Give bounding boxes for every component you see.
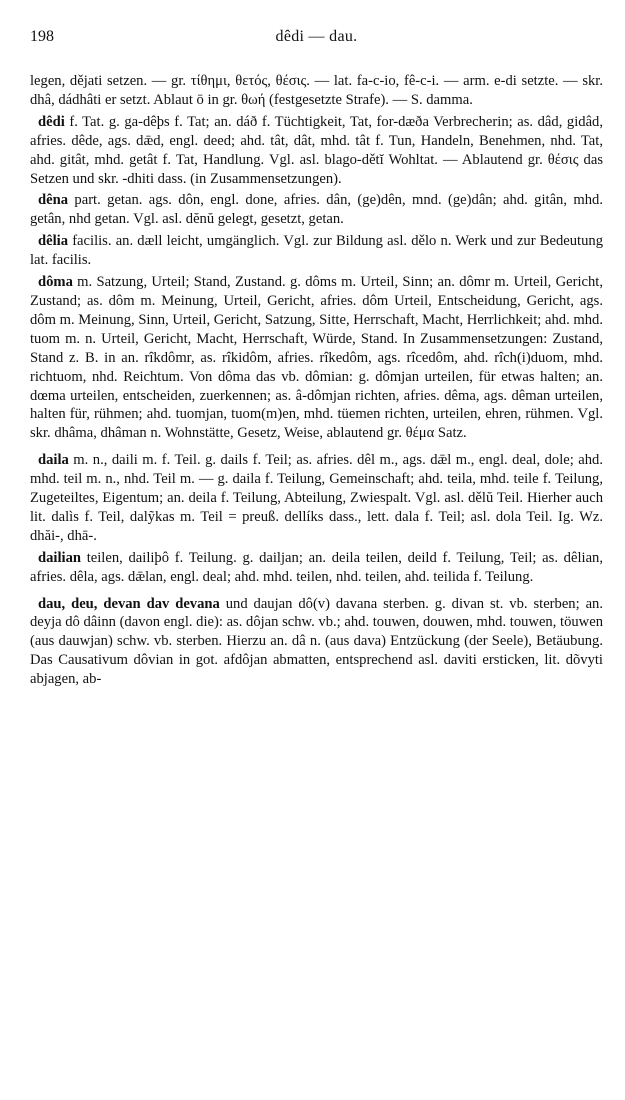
entry-text: m. Satzung, Urteil; Stand, Zustand. g. dôms m. Urteil, Sinn; an. dômr m. Urteil, Gericht, Zustand; as. dôm m. Meinung, Urteil, Gericht, afries. dôm Urteil, Entscheidung, Gericht, ags. dôm m. Meinung, Sinn, Urteil, Gericht, Satzung, Sitte, Herrschaft, Macht, Herrlichkeit; ahd. mhd. tuom m. n. Urteil, Gericht, Macht, Herrschaft, Würde, Stand. In Zusammensetzungen: Zustand, Stand z. B. in an. rîkdômr, as. rîkidôm, afries. rîkedôm, ags. rîcedôm, ahd. rîch(i)duom, mhd. richtuom, nhd. Reichtum. Von dôma das vb. dômian: g. dômjan urteilen, für etwas halten; an. dœma urteilen, entscheiden, zuerkennen; as. â-dômjan richten, afries. dêma, ags. dêman urteilen, halten für, rühmen; ahd. tuomjan, tuom(m)en, mhd. tüemen richten, urteilen, ehren, rühmen. Vgl. skr. dhâma, dhâman n. Wohnstätte, Gesetz, Weise, ablautend gr. θέμα Satz. <box>30 274 603 442</box>
entry-dailian <box>30 549 603 587</box>
headword: dailian <box>38 549 81 566</box>
entry-text: part. getan. ags. dôn, engl. done, afries. dân, (ge)dên, mnd. (ge)dân; ahd. gitân, mhd. getân, nhd getan. Vgl. asl. dĕnŭ gelegt, gesetzt, getan. <box>30 192 603 228</box>
page-body <box>30 72 603 689</box>
headword: dôma <box>38 274 73 291</box>
entry-dau <box>30 595 603 690</box>
entry-dena <box>30 191 603 229</box>
headword: dau, deu, devan dav devana <box>38 595 220 612</box>
entry-text: und daujan dô(v) davana sterben. g. divan st. vb. sterben; an. deyja dô dâinn (davon engl. die): as. dôjan schw. vb.; ahd. touwen, douwen, mhd. touwen, töuwen (aus dauwjan) schw. vb. sterben. Hierzu an. dâ n. (aus dava) Entzückung (der Seele), Betäubung. Das Causativum dôvian in got. afdôjan abmatten, entsprechend asl. daviti ersticken, lit. dõvyti abjagen, ab- <box>30 595 603 688</box>
entry-doma <box>30 273 603 443</box>
page-number: 198 <box>30 28 54 45</box>
headword: dêdi <box>38 113 65 130</box>
entry-text: teilen, dailiþô f. Teilung. g. dailjan; an. deila teilen, deild f. Teilung, Teil; as. dêlian, afries. dêla, ags. dǣlan, engl. deal; ahd. mhd. teilen, nhd. teilen, ahd. teilida f. Teilung. <box>30 549 603 585</box>
running-title: dêdi — dau. <box>275 28 358 45</box>
entry-delia <box>30 232 603 270</box>
dictionary-page <box>30 26 603 689</box>
page-header <box>30 26 603 56</box>
entry-daila <box>30 451 603 546</box>
entry-text: m. n., daili m. f. Teil. g. dails f. Teil; as. afries. dêl m., ags. dǣl m., engl. deal, dole; ahd. mhd. teil m. n., nhd. Teil m. — g. daila f. Teilung, Gemeinschaft; ahd. teila, mhd. teile f. Teilung, Zugeteiltes, Eigentum; an. deila f. Teilung, Abteilung, Zwiespalt. Vgl. asl. dělŭ Teil. Hierher auch lit. dalìs f. Teil, dalỹkas m. Teil = preuß. dellíks dass., lett. dala f. Teil; asl. dola Teil. Ig. Wz. dhăi-, dhā-. <box>30 452 603 544</box>
entry-dedi <box>30 113 603 189</box>
entry-text: facilis. an. dæll leicht, umgänglich. Vgl. zur Bildung asl. dělo n. Werk und zur Bedeutung lat. facilis. <box>30 233 603 269</box>
headword: dêlia <box>38 233 68 250</box>
entry-text: legen, dějati setzen. — gr. τίθημι, θετός, θέσις. — lat. fa-c-io, fê-c-i. — arm. e-di setzte. — skr. dhâ, dádhâti er setzt. Ablaut ō in gr. θωή (festgesetzte Strafe). — S. damma. <box>30 73 603 108</box>
headword: daila <box>38 452 69 469</box>
entry-continuation <box>30 72 603 110</box>
headword: dêna <box>38 192 69 209</box>
entry-text: f. Tat. g. ga-dêþs f. Tat; an. dáð f. Tüchtigkeit, Tat, for-dæða Verbrecherin; as. dâd, gidâd, afries. dêde, ags. dǣd, engl. deed; ahd. tât, dât, mhd. tât f. Tun, Handeln, Benehmen, nhd. Tat, ahd. gitât, mhd. getât f. Tat, Handlung. Vgl. asl. blago-dětĭ Wohltat. — Ablautend gr. θέσις das Setzen und skr. -dhiti dass. (in Zusammensetzungen). <box>30 113 603 187</box>
